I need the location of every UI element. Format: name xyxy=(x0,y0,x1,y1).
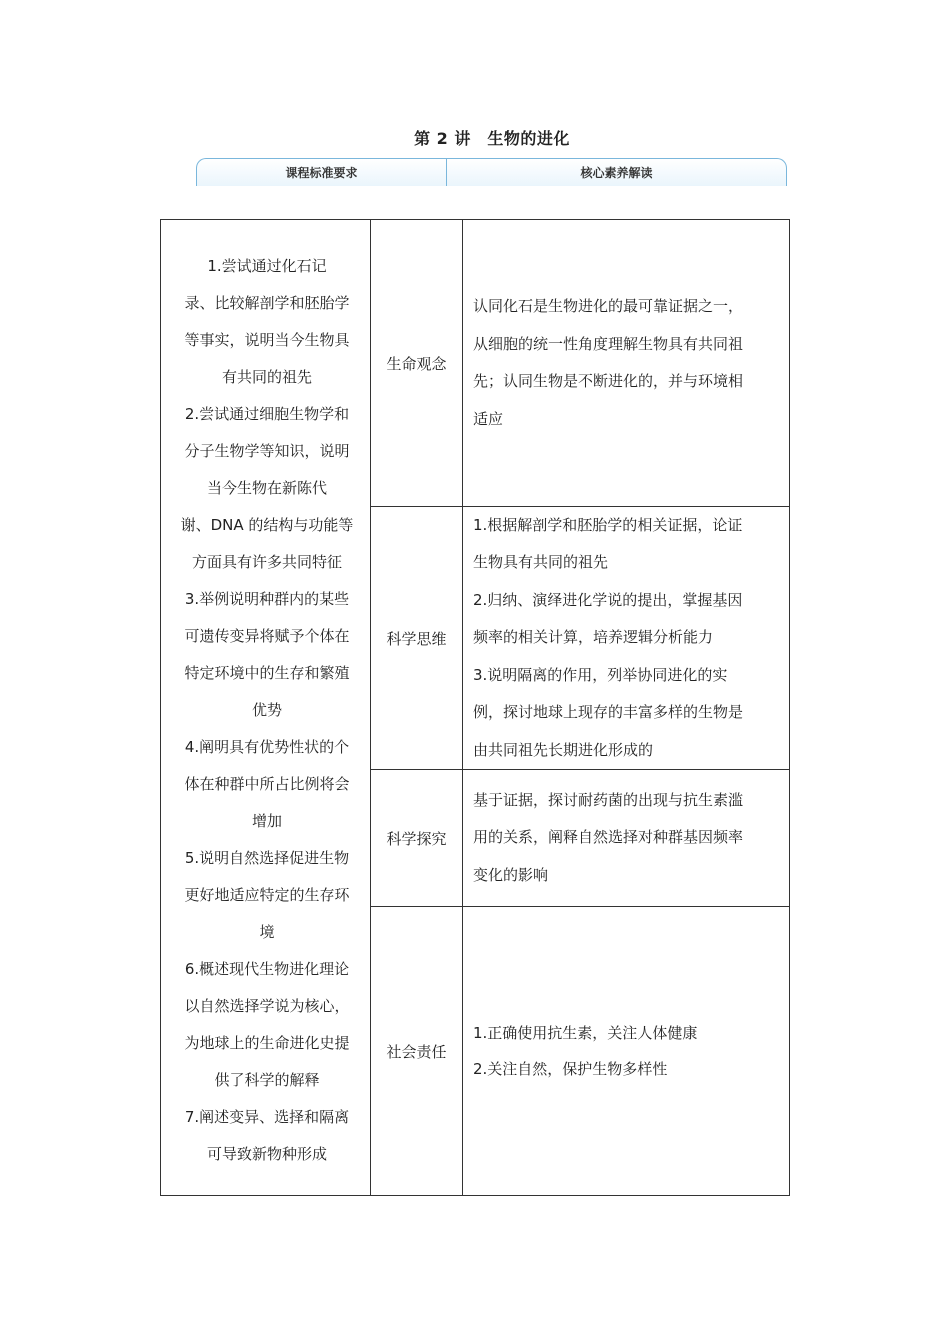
literacy-row-scientific-thinking xyxy=(371,507,790,770)
standard-line: 有共同的祖先 xyxy=(221,368,312,386)
standard-line: 4.阐明具有优势性状的个 xyxy=(184,738,350,756)
literacy-label: 科学思维 xyxy=(371,507,463,769)
standard-line: 可导致新物种形成 xyxy=(206,1145,327,1163)
literacy-label: 社会责任 xyxy=(371,907,463,1195)
standard-line: 为地球上的生命进化史提 xyxy=(184,1034,350,1052)
standard-line: 5.说明自然选择促进生物 xyxy=(184,849,350,867)
literacy-line: 变化的影响 xyxy=(473,865,549,884)
literacy-content xyxy=(463,907,790,1195)
standard-line: 当今生物在新陈代 xyxy=(206,479,327,497)
literacy-content xyxy=(463,220,790,506)
standard-line: 体在种群中所占比例将会 xyxy=(184,775,350,793)
standard-line: 2.尝试通过细胞生物学和 xyxy=(184,405,350,423)
standard-line: 更好地适应特定的生存环 xyxy=(184,886,350,904)
standards-cell xyxy=(161,220,371,1195)
literacy-row-life-concept xyxy=(371,220,790,507)
standard-line: 6.概述现代生物进化理论 xyxy=(184,960,350,978)
standard-line: 分子生物学等知识，说明 xyxy=(184,442,350,460)
standards-table xyxy=(160,219,790,1196)
literacy-label: 科学探究 xyxy=(371,770,463,906)
literacy-line: 例，探讨地球上现存的丰富多样的生物是 xyxy=(473,703,744,722)
literacy-content xyxy=(463,507,790,769)
literacy-row-scientific-inquiry xyxy=(371,770,790,907)
header-literacy: 核心素养解读 xyxy=(580,166,653,180)
literacy-line: 2.归纳、演绎进化学说的提出，掌握基因 xyxy=(473,590,743,609)
literacy-line: 3.说明隔离的作用，列举协同进化的实 xyxy=(473,665,728,684)
literacy-line: 由共同祖先长期进化形成的 xyxy=(473,740,654,759)
literacy-line: 生物具有共同的祖先 xyxy=(473,553,609,572)
standard-line: 谢、DNA 的结构与功能等 xyxy=(180,516,354,534)
literacy-line: 1.正确使用抗生素，关注人体健康 xyxy=(473,1024,698,1042)
standard-line: 特定环境中的生存和繁殖 xyxy=(184,664,350,682)
standard-line: 可遗传变异将赋予个体在 xyxy=(184,627,350,645)
standard-line: 7.阐述变异、选择和隔离 xyxy=(184,1108,350,1126)
standard-line: 境 xyxy=(259,923,275,941)
header-standards: 课程标准要求 xyxy=(197,159,447,186)
standard-line: 以自然选择学说为核心， xyxy=(184,997,350,1015)
literacy-label: 生命观念 xyxy=(371,220,463,506)
standard-line: 优势 xyxy=(251,701,282,719)
page-title: 第 2 讲 生物的进化 xyxy=(414,129,570,148)
literacy-line: 2.关注自然，保护生物多样性 xyxy=(473,1060,668,1078)
literacy-row-social-responsibility xyxy=(371,907,790,1195)
literacy-line: 基于证据，探讨耐药菌的出现与抗生素滥 xyxy=(473,790,744,809)
standard-line: 增加 xyxy=(251,812,282,830)
literacy-line: 频率的相关计算，培养逻辑分析能力 xyxy=(473,628,714,647)
literacy-line: 1.根据解剖学和胚胎学的相关证据，论证 xyxy=(473,515,743,534)
standard-line: 1.尝试通过化石记 xyxy=(207,257,327,275)
literacy-line: 先；认同生物是不断进化的，并与环境相 xyxy=(473,372,744,390)
literacy-line: 用的关系，阐释自然选择对种群基因频率 xyxy=(473,828,744,847)
standard-line: 方面具有许多共同特征 xyxy=(191,553,342,571)
literacy-content xyxy=(463,770,790,906)
standard-line: 3.举例说明种群内的某些 xyxy=(184,590,350,608)
standard-line: 供了科学的解释 xyxy=(214,1071,320,1089)
literacy-line: 从细胞的统一性角度理解生物具有共同祖 xyxy=(473,334,744,353)
standard-line: 录、比较解剖学和胚胎学 xyxy=(184,294,350,312)
literacy-line: 适应 xyxy=(473,409,504,428)
standards-list xyxy=(171,248,363,1173)
literacy-line: 认同化石是生物进化的最可靠证据之一， xyxy=(473,297,744,315)
table-header-bar xyxy=(196,158,787,186)
standard-line: 等事实，说明当今生物具 xyxy=(184,331,350,349)
